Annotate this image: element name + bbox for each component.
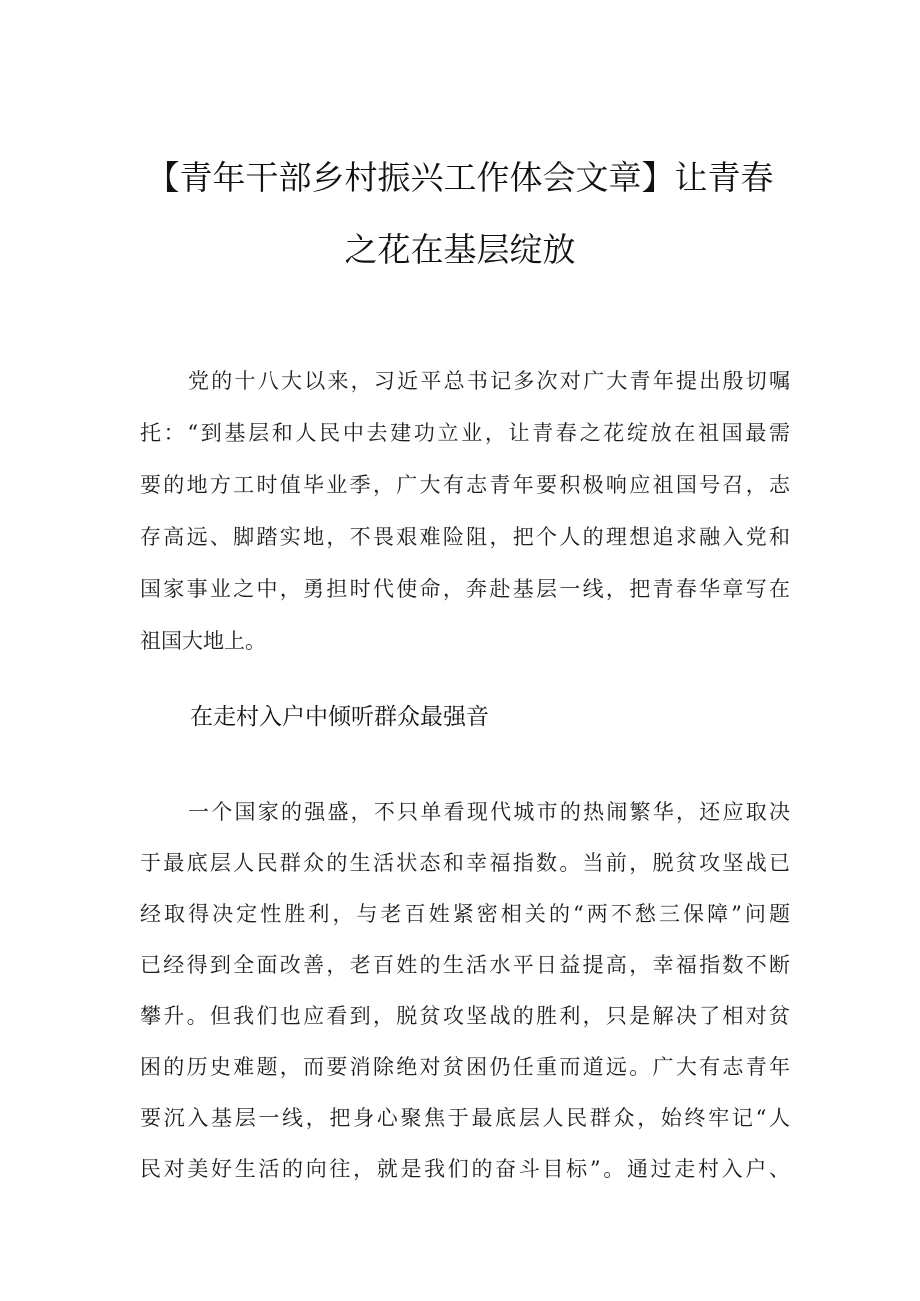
paragraph-section-1-line: 经取得决定性胜利，与老百姓紧密相关的“两不愁三保障”问题	[140, 902, 790, 926]
paragraph-section-1-line: 已经得到全面改善，老百姓的生活水平日益提高，幸福指数不断	[140, 953, 790, 977]
paragraph-section-1-line: 于最底层人民群众的生活状态和幸福指数。当前，脱贫攻坚战已	[140, 851, 790, 875]
section-heading: 在走村入户中倾听群众最强音	[190, 704, 489, 730]
paragraph-section-1-line: 要沉入基层一线，把身心聚焦于最底层人民群众，始终牢记“人	[140, 1106, 790, 1130]
paragraph-section-1-line: 攀升。但我们也应看到，脱贫攻坚战的胜利，只是解决了相对贫	[140, 1004, 790, 1028]
paragraph-intro-line: 国家事业之中，勇担时代使命，奔赴基层一线，把青春华章写在	[140, 577, 790, 601]
document-title-line-2: 之花在基层绽放	[344, 230, 576, 269]
paragraph-section-1-line: 一个国家的强盛，不只单看现代城市的热闹繁华，还应取决	[188, 800, 790, 824]
paragraph-section-1-line: 民对美好生活的向往，就是我们的奋斗目标”。通过走村入户、	[140, 1157, 790, 1181]
document-title-line-1: 【青年干部乡村振兴工作体会文章】让青春	[146, 158, 774, 197]
paragraph-section-1-line: 困的历史难题，而要消除绝对贫困仍任重而道远。广大有志青年	[140, 1055, 790, 1079]
paragraph-intro-line: 党的十八大以来，习近平总书记多次对广大青年提出殷切嘱	[188, 369, 790, 393]
paragraph-intro-line: 存高远、脚踏实地，不畏艰难险阻，把个人的理想追求融入党和	[140, 525, 790, 549]
paragraph-intro-line: 托：“到基层和人民中去建功立业，让青春之花绽放在祖国最需	[140, 421, 790, 445]
paragraph-intro-line: 要的地方工时值毕业季，广大有志青年要积极响应祖国号召，志	[140, 473, 790, 497]
paragraph-intro-line: 祖国大地上。	[140, 629, 266, 653]
